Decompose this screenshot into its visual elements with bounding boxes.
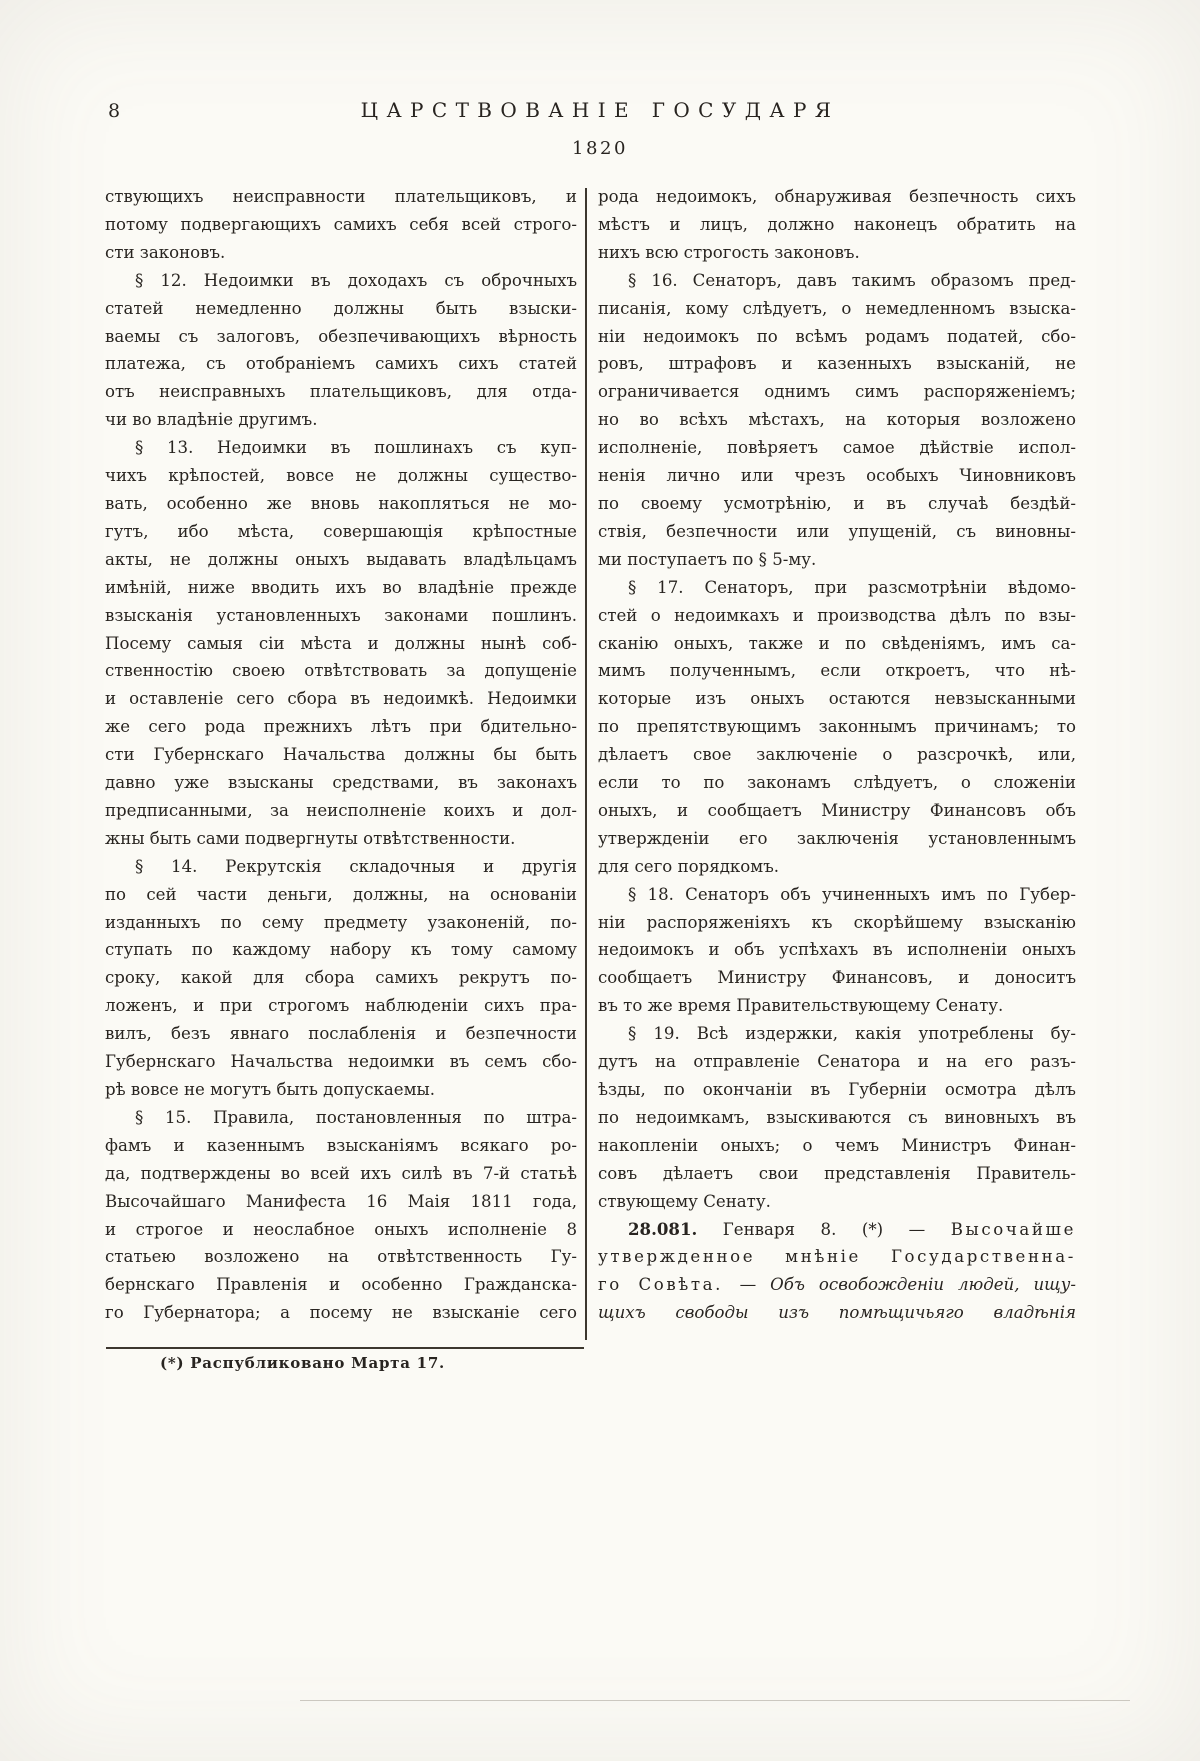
text-segment: мѣстъ и лицъ, должно наконецъ обратить на: [598, 214, 1076, 234]
text-segment: ми поступаетъ по § 5-му.: [598, 549, 817, 569]
text-line: [598, 1104, 1076, 1132]
text-segment: нихъ всю строгость законовъ.: [598, 242, 860, 262]
text-line: [105, 1048, 577, 1076]
text-line: [598, 936, 1076, 964]
text-line: [598, 1243, 1076, 1271]
text-line: [105, 1299, 577, 1327]
text-segment: § 14. Рекрутскія складочныя и другія: [135, 856, 577, 876]
text-segment: по недоимкамъ, взыскиваются съ виновныхъ въ: [598, 1107, 1076, 1127]
text-segment: изданныхъ по сему предмету узаконеній, по-: [105, 912, 577, 932]
text-segment: § 15. Правила, постановленныя по штра-: [135, 1107, 577, 1127]
text-segment: § 12. Недоимки въ доходахъ съ оброчныхъ: [135, 270, 577, 290]
text-line: [598, 518, 1076, 546]
text-line: [598, 1299, 1076, 1327]
text-line: [105, 1104, 577, 1132]
text-line: [105, 267, 577, 295]
text-segment: 28.081.: [628, 1218, 698, 1239]
text-line: [598, 295, 1076, 323]
text-line: [598, 434, 1076, 462]
text-segment: по сей части деньги, должны, на основаніи: [105, 884, 577, 904]
text-segment: которые изъ оныхъ остаются невзысканными: [598, 689, 1076, 709]
text-line: [105, 1132, 577, 1160]
paragraph: [598, 1020, 1076, 1215]
text-segment: ступать по каждому набору къ тому самому: [105, 940, 577, 960]
text-segment: ственностію своею отвѣтствовать за допущеніе: [105, 661, 577, 681]
text-line: [105, 853, 577, 881]
text-line: [598, 183, 1076, 211]
text-segment: для сего порядкомъ.: [598, 856, 780, 876]
text-segment: Генваря 8. (*) —: [697, 1219, 951, 1239]
paragraph: [598, 574, 1076, 881]
text-segment: дѣлаетъ свое заключеніе о разсрочкѣ, или,: [598, 745, 1076, 765]
text-segment: —: [739, 1275, 771, 1295]
text-line: [598, 769, 1076, 797]
text-line: [598, 741, 1076, 769]
text-segment: ствующему Сенату.: [598, 1191, 771, 1211]
text-line: [105, 239, 577, 267]
text-segment: Губернскаго Начальства недоимки въ семъ сбо-: [105, 1052, 577, 1072]
text-segment: Высочайшаго Манифеста 16 Маія 1811 года,: [105, 1191, 577, 1211]
text-segment: накопленіи оныхъ; о чемъ Министръ Финан-: [598, 1135, 1076, 1155]
text-segment: вилъ, безъ явнаго послабленія и безпечности: [105, 1024, 577, 1044]
text-line: [105, 434, 577, 462]
text-line: [105, 1188, 577, 1216]
text-segment: § 19. Всѣ издержки, какія употреблены бу-: [628, 1024, 1076, 1044]
text-line: [598, 1160, 1076, 1188]
text-segment: ствія, безпечности или упущеній, съ виновны-: [598, 521, 1076, 541]
text-segment: § 13. Недоимки въ пошлинахъ съ куп-: [135, 438, 577, 458]
text-segment: же сего рода прежнихъ лѣтъ при бдительно-: [105, 717, 577, 737]
text-line: [105, 992, 577, 1020]
text-line: [105, 406, 577, 434]
text-line: [598, 1188, 1076, 1216]
text-line: [598, 239, 1076, 267]
text-segment: гутъ, ибо мѣста, совершающія крѣпостные: [105, 521, 577, 541]
text-segment: стей о недоимкахъ и производства дѣлъ по взы-: [598, 605, 1076, 625]
text-line: [598, 1048, 1076, 1076]
text-segment: дутъ на отправленіе Сенатора и на его разъ-: [598, 1052, 1076, 1072]
text-segment: сти законовъ.: [105, 242, 226, 262]
scan-artifact-line: [300, 1700, 1130, 1701]
text-segment: рода недоимокъ, обнаруживая безпечность сихъ: [598, 187, 1076, 206]
right-column: [598, 183, 1076, 1327]
text-segment: чи во владѣніе другимъ.: [105, 410, 318, 430]
text-segment: отъ неисправныхъ плательщиковъ, для отда-: [105, 382, 577, 402]
text-line: [598, 1271, 1076, 1299]
footnote-rule: [106, 1347, 584, 1349]
text-line: [598, 881, 1076, 909]
text-line: [598, 1020, 1076, 1048]
text-line: [598, 490, 1076, 518]
running-header: ЦАРСТВОВАНІЕ ГОСУДАРЯ: [360, 98, 840, 122]
text-line: [105, 518, 577, 546]
text-segment: щихъ свободы изъ помѣщичьяго владѣнія: [598, 1303, 1076, 1323]
text-line: [105, 378, 577, 406]
text-line: [105, 741, 577, 769]
text-segment: § 18. Сенаторъ объ учиненныхъ имъ по Губер-: [628, 884, 1076, 904]
text-line: [105, 323, 577, 351]
text-segment: вать, особенно же вновь накопляться не мо-: [105, 493, 577, 513]
text-line: [598, 797, 1076, 825]
text-segment: да, подтверждены во всей ихъ силѣ въ 7-й статьѣ: [105, 1163, 577, 1183]
left-column: [105, 183, 577, 1327]
text-segment: сканію оныхъ, также и по свѣденіямъ, имъ са-: [598, 633, 1076, 653]
text-line: [105, 797, 577, 825]
text-segment: оныхъ, и сообщаетъ Министру Финансовъ объ: [598, 800, 1076, 820]
text-line: [598, 267, 1076, 295]
text-line: [105, 574, 577, 602]
text-line: [105, 881, 577, 909]
text-segment: ніи распоряженіяхъ къ скорѣйшему взысканію: [598, 912, 1076, 932]
text-segment: рѣ вовсе не могутъ быть допускаемы.: [105, 1080, 435, 1099]
text-segment: статьею возложено на отвѣтственность Гу-: [105, 1247, 577, 1267]
text-line: [105, 462, 577, 490]
paragraph: [105, 1104, 577, 1327]
text-segment: и оставленіе сего сбора въ недоимкѣ. Недоимки: [105, 689, 577, 709]
column-divider: [585, 188, 587, 1340]
text-segment: утвержденное мнѣніе Государственна-: [598, 1247, 1076, 1267]
page-number: 8: [108, 100, 121, 122]
text-line: [105, 602, 577, 630]
text-line: [105, 909, 577, 937]
text-line: [105, 713, 577, 741]
text-segment: го Губернатора; а посему не взысканіе сего: [105, 1303, 577, 1323]
paragraph: [598, 183, 1076, 267]
text-segment: § 17. Сенаторъ, при разсмотрѣніи вѣдомо-: [628, 577, 1076, 597]
text-segment: давно уже взысканы средствами, въ законахъ: [105, 773, 577, 793]
text-line: [105, 630, 577, 658]
text-segment: сти Губернскаго Начальства должны бы быть: [105, 745, 577, 765]
text-line: [598, 825, 1076, 853]
text-line: [105, 546, 577, 574]
text-line: [598, 657, 1076, 685]
text-line: [105, 769, 577, 797]
text-segment: ровъ, штрафовъ и казенныхъ взысканій, не: [598, 354, 1076, 374]
text-line: [598, 406, 1076, 434]
text-line: [105, 1243, 577, 1271]
text-line: [105, 964, 577, 992]
text-segment: ѣзды, по окончаніи въ Губерніи осмотра дѣлъ: [598, 1080, 1076, 1099]
paragraph: [105, 267, 577, 434]
text-segment: предписанными, за неисполненіе коихъ и дол-: [105, 800, 577, 820]
text-line: [598, 462, 1076, 490]
footnote: (*) Распубликовано Марта 17.: [160, 1354, 446, 1372]
text-segment: утвержденіи его заключенія установленнымъ: [598, 828, 1076, 848]
text-line: [598, 211, 1076, 239]
text-segment: ненія лично или чрезъ особыхъ Чиновниковъ: [598, 466, 1076, 486]
text-segment: ваемы съ залоговъ, обезпечивающихъ вѣрность: [105, 326, 577, 346]
text-line: [598, 1132, 1076, 1160]
text-line: [105, 1216, 577, 1244]
text-line: [598, 602, 1076, 630]
text-segment: по своему усмотрѣнію, и въ случаѣ бездѣй-: [598, 493, 1076, 513]
text-line: [598, 378, 1076, 406]
text-segment: жны быть сами подвергнуты отвѣтственности.: [105, 828, 516, 848]
text-line: [598, 909, 1076, 937]
text-segment: потому подвергающихъ самихъ себя всей строго-: [105, 214, 577, 234]
text-segment: ложенъ, и при строгомъ наблюденіи сихъ пра-: [105, 996, 577, 1016]
text-line: [598, 1076, 1076, 1104]
text-line: [598, 546, 1076, 574]
text-line: [105, 685, 577, 713]
paragraph: [105, 853, 577, 1104]
text-segment: ніи недоимокъ по всѣмъ родамъ податей, сбо-: [598, 326, 1076, 346]
text-segment: сроку, какой для сбора самихъ рекрутъ по-: [105, 968, 577, 988]
text-segment: по препятствующимъ законнымъ причинамъ; то: [598, 717, 1076, 737]
text-line: [598, 964, 1076, 992]
text-segment: въ то же время Правительствующему Сенату.: [598, 996, 1004, 1016]
text-line: [598, 992, 1076, 1020]
text-line: [598, 685, 1076, 713]
text-segment: совъ дѣлаетъ свои представленія Правитель-: [598, 1163, 1076, 1183]
text-segment: Посему самыя сіи мѣста и должны нынѣ соб-: [105, 633, 577, 653]
text-segment: § 16. Сенаторъ, давъ такимъ образомъ пред-: [628, 270, 1076, 290]
text-segment: платежа, съ отобраніемъ самихъ сихъ статей: [105, 354, 577, 374]
text-line: [598, 630, 1076, 658]
paragraph: [598, 1216, 1076, 1328]
text-line: [105, 825, 577, 853]
text-segment: исполненіе, повѣряетъ самое дѣйствіе испол-: [598, 438, 1076, 458]
text-segment: мимъ полученнымъ, если откроетъ, что нѣ-: [598, 661, 1076, 681]
text-line: [105, 211, 577, 239]
text-line: [598, 323, 1076, 351]
text-line: [105, 350, 577, 378]
paragraph: [598, 881, 1076, 1021]
text-line: [105, 1160, 577, 1188]
text-line: [598, 574, 1076, 602]
paragraph: [598, 267, 1076, 574]
text-segment: и строгое и неослабное оныхъ исполненіе 8: [105, 1219, 577, 1239]
text-segment: акты, не должны оныхъ выдавать владѣльцамъ: [105, 549, 577, 569]
text-segment: го Совѣта.: [598, 1275, 740, 1295]
text-line: [105, 1076, 577, 1104]
text-line: [598, 350, 1076, 378]
text-segment: но во всѣхъ мѣстахъ, на которыя возложено: [598, 410, 1076, 430]
text-segment: если то по законамъ слѣдуетъ, о сложеніи: [598, 773, 1076, 793]
text-line: [105, 490, 577, 518]
text-segment: взысканія установленныхъ законами пошлинъ.: [105, 605, 577, 625]
text-segment: чихъ крѣпостей, вовсе не должны существо-: [105, 466, 577, 486]
paragraph: [105, 183, 577, 267]
text-segment: бернскаго Правленія и особенно Гражданска-: [105, 1275, 577, 1295]
text-line: [105, 936, 577, 964]
text-line: [105, 657, 577, 685]
text-segment: писанія, кому слѣдуетъ, о немедленномъ взыска-: [598, 298, 1076, 318]
text-segment: имѣній, ниже вводить ихъ во владѣніе прежде: [105, 577, 577, 597]
text-line: [105, 295, 577, 323]
year-header: 1820: [572, 138, 628, 159]
text-segment: сообщаетъ Министру Финансовъ, и доноситъ: [598, 968, 1076, 988]
text-segment: Высочайше: [950, 1219, 1076, 1239]
text-line: [598, 853, 1076, 881]
text-line: [598, 1216, 1076, 1244]
text-line: [105, 1271, 577, 1299]
text-segment: ствующихъ неисправности плательщиковъ, и: [105, 187, 577, 206]
paragraph: [105, 434, 577, 853]
text-line: [598, 713, 1076, 741]
text-segment: статей немедленно должны быть взыски-: [105, 298, 577, 318]
text-segment: ограничивается однимъ симъ распоряженіемъ;: [598, 382, 1076, 402]
text-segment: Объ освобожденіи людей, ищу-: [770, 1275, 1077, 1295]
text-segment: недоимокъ и объ успѣхахъ въ исполненіи оныхъ: [598, 940, 1076, 960]
text-line: [105, 183, 577, 211]
text-line: [105, 1020, 577, 1048]
text-segment: фамъ и казеннымъ взысканіямъ всякаго ро-: [105, 1135, 577, 1155]
